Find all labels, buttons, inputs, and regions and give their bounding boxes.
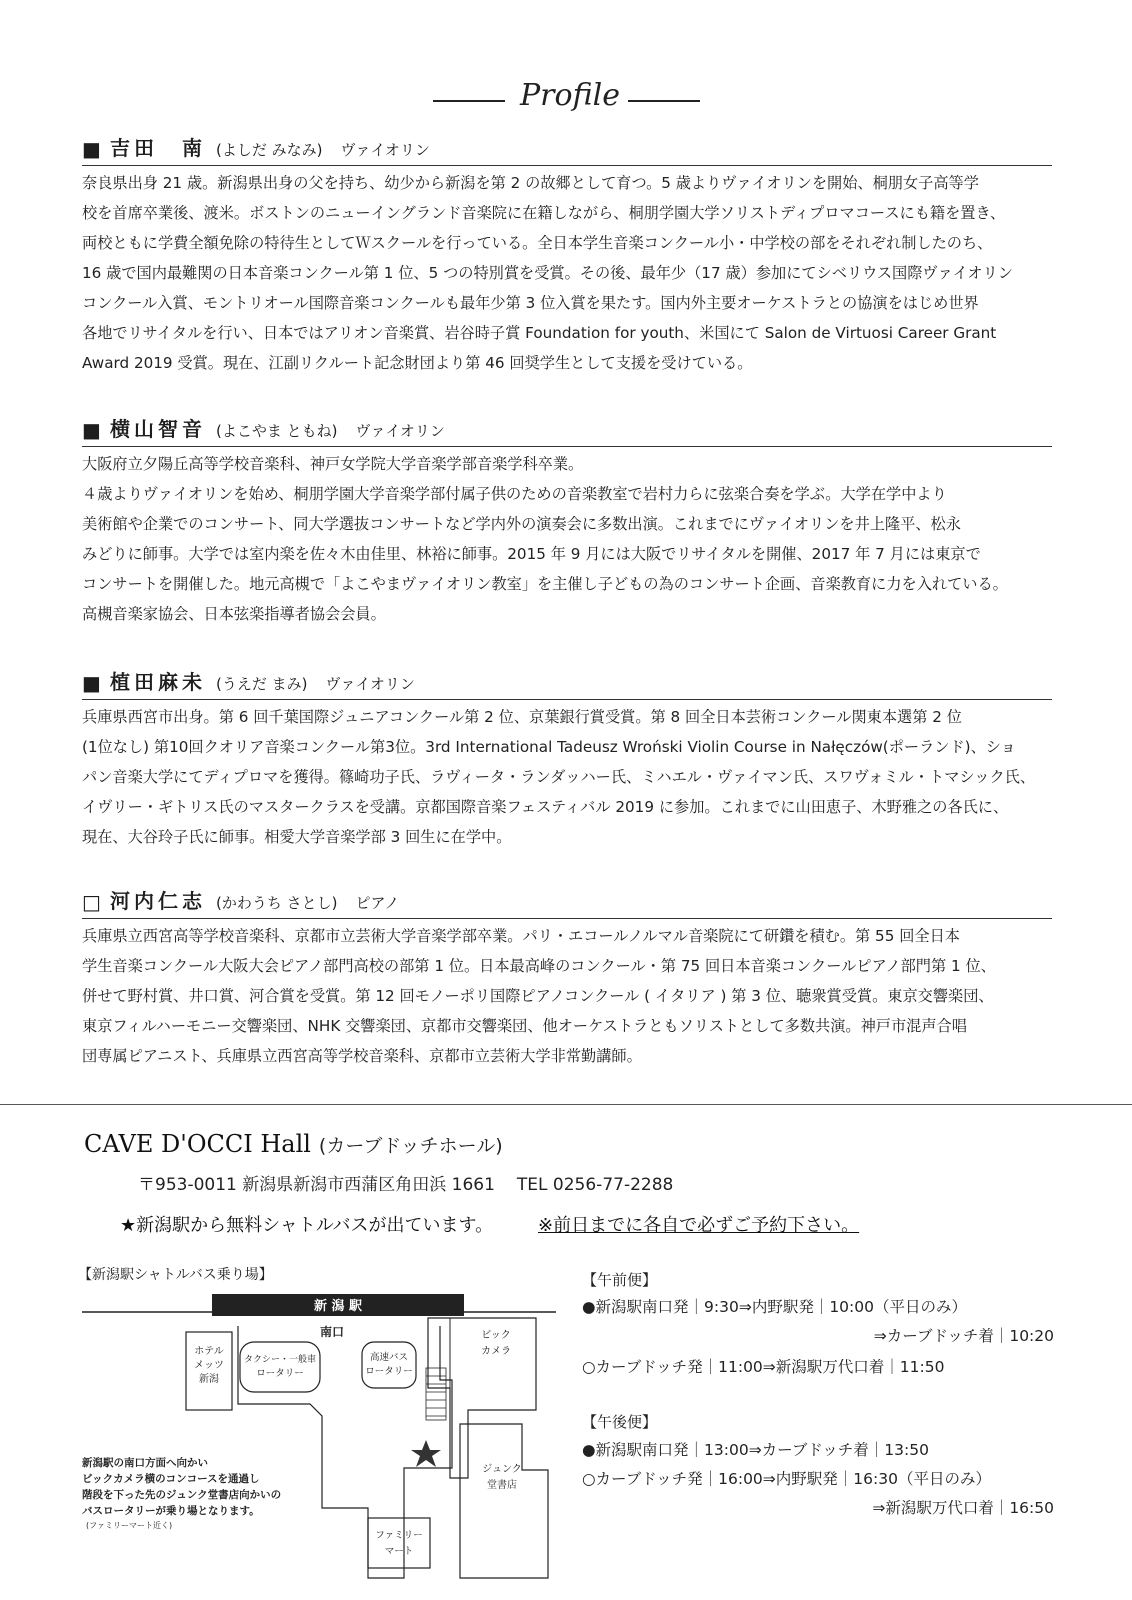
reservation-note: ※前日までに各自で必ずご予約下さい。 [538,1215,860,1236]
shuttle-info: ★新潟駅から無料シャトルバスが出ています。 [120,1215,494,1236]
station-map [78,1292,558,1582]
performer-name: 吉田 南 (よしだ みなみ) ヴァイオリン [110,136,430,160]
bus-label: 高速バス [369,1352,409,1363]
hotel-block [186,1332,232,1410]
venue-name: CAVE D'OCCI Hall [84,1130,311,1158]
name-reading: (うえだ まみ) [216,675,308,693]
afternoon-row: ●新潟駅南口発｜13:00⇒カーブドッチ着｜13:50 [582,1441,929,1459]
map-note: ビックカメラ横のコンコースを通過し [82,1473,260,1485]
profile-heading [82,885,1052,919]
profile-text: 兵庫県立西宮高等学校音楽科、京都市立芸術大学音楽学部卒業。パリ・エコールノルマル音楽院にて研鑽を積む。第 55 回全日本 学生音楽コンクール大阪大会ピアノ部門高校の部第 1 位。日本最高峰のコンクール・第 75 回日本音楽コンクールピアノ部門第 1 位、 併せて野村賞、井口賞、河合賞を受賞。第 12 回モノーポリ国際ピアノコンクール ( イタリア ) 第 3 位、聴衆賞受賞。東京交響楽団、 東京フィルハーモニー交響楽団、NHK 交響楽団、京都市交響楽団、他オーケストラともソリストとして多数共演。神戸市混声合唱 団専属ピアニスト、兵庫県立西宮高等学校音楽科、京都市立芸術大学非常勤講師。 [82,927,996,1065]
square-outline-icon: □ [82,890,101,914]
venue-name-kana: (カーブドッチホール) [318,1135,503,1157]
profile-heading [82,413,1052,447]
profile-heading [82,132,1052,166]
name-reading: (よしだ みなみ) [216,141,323,159]
map-note: 新潟駅の南口方面へ向かい [82,1457,208,1469]
name-reading: (かわうち さとし) [216,894,338,912]
bus-label: ロータリー [365,1366,413,1377]
map-note-small: (ファミリーマート近く) [86,1521,173,1530]
hotel-label: ホテル [194,1346,224,1357]
bic-label: ビック [481,1330,511,1341]
venue-address: 〒953-0011 新潟県新潟市西蒲区角田浜 1661 [138,1175,495,1195]
performer-name: 横山智音 (よこやま ともね) ヴァイオリン [110,417,445,441]
section-divider [0,1104,1132,1105]
profile-ueda [82,666,1052,852]
bus-stop-star-icon [411,1440,441,1467]
venue-address-line [138,1170,673,1195]
venue-title [84,1130,503,1158]
morning-row: ○カーブドッチ発｜11:00⇒新潟駅万代口着｜11:50 [582,1358,945,1376]
station-label: 新 潟 駅 [313,1299,363,1314]
map-note: 階段を下った先のジュンク堂書店向かいの [82,1489,282,1501]
morning-row: ⇒カーブドッチ着｜10:20 [873,1327,1054,1345]
profile-text: 奈良県出身 21 歳。新潟県出身の父を持ち、幼少から新潟を第 2 の故郷として育つ。5 歳よりヴァイオリンを開始、桐朋女子高等学 校を首席卒業後、渡米。ボストンのニューイングランド音楽院に在籍しながら、桐朋学園大学ソリストディプロマコースにも籍を置き、 両校ともに学費全額免除の特待生としてＷスクールを行っている。全日本学生音楽コンクール小・中学校の部をそれぞれ制したのち、 16 歳で国内最難関の日本音楽コンクール第 1 位、5 つの特別賞を受賞。その後、最年少（17 歳）参加にてシベリウス国際ヴァイオリン コンクール入賞、モントリオール国際音楽コンクールも最年少第 3 位入賞を果たす。国内外主要オーケストラとの協演をはじめ世界 各地でリサイタルを行い、日本ではアリオン音楽賞、岩谷時子賞 Foundation for youth、米国にて Salon de Virtuosi Career Grant Award 2019 受賞。現在、江副リクルート記念財団より第 46 回奨学生として支援を受けている。 [82,174,1013,372]
square-bullet-icon: ■ [82,418,101,442]
afternoon-label: 【午後便】 [582,1413,658,1431]
junku-block [460,1424,548,1578]
page-title: Profile [520,78,620,113]
afternoon-row: ○カーブドッチ発｜16:00⇒内野駅発｜16:30（平日のみ） [582,1470,991,1488]
header-rule-right [628,100,700,102]
family-label: ファミリー [375,1530,423,1541]
hotel-label: 新潟 [199,1374,219,1385]
south-exit-label: 南口 [319,1325,345,1339]
bic-label: カメラ [481,1346,511,1357]
name-reading: (よこやま ともね) [216,422,338,440]
profile-text: 兵庫県西宮市出身。第 6 回千葉国際ジュニアコンクール第 2 位、京葉銀行賞受賞。第 8 回全日本芸術コンクール関東本選第 2 位 (1位なし) 第10回クオリア音楽コンクール第3位。3rd International Tadeusz Wroński Violin Course in Nałęczów(ポーランド)、ショ パン音楽大学にてディプロマを獲得。篠崎功子氏、ラヴィータ・ランダッハー氏、ミハエル・ヴァイマン氏、スワヴォミル・トマシック氏、 イヴリー・ギトリス氏のマスタークラスを受講。京都国際音楽フェスティバル 2019 に参加。これまでに山田恵子、木野雅之の各氏に、 現在、大谷玲子氏に師事。相愛大学音楽学部 3 回生に在学中。 [82,708,1036,846]
taxi-rotary [240,1342,320,1392]
square-bullet-icon: ■ [82,137,101,161]
venue-phone: TEL 0256-77-2288 [516,1175,674,1195]
junku-label: 堂書店 [487,1480,517,1491]
profile-header [0,78,1132,122]
instrument: ピアノ [355,894,400,912]
header-rule-left [433,100,505,102]
family-mart-block [368,1518,430,1568]
morning-row: ●新潟駅南口発｜9:30⇒内野駅発｜10:00（平日のみ） [582,1298,967,1316]
instrument: ヴァイオリン [355,422,445,440]
performer-name: 植田麻未 (うえだ まみ) ヴァイオリン [110,670,415,694]
stairs-icon [426,1368,446,1420]
shuttle-notice [120,1211,860,1237]
instrument: ヴァイオリン [325,675,415,693]
instrument: ヴァイオリン [340,141,430,159]
profile-text: 大阪府立夕陽丘高等学校音楽科、神戸女学院大学音楽学部音楽学科卒業。 ４歳よりヴァイオリンを始め、桐朋学園大学音楽学部付属子供のための音楽教室で岩村力らに弦楽合奏を学ぶ。大学在学中より 美術館や企業でのコンサート、同大学選抜コンサートなど学内外の演奏会に多数出演。これまでにヴァイオリンを井上隆平、松永 みどりに師事。大学では室内楽を佐々木由佳里、林裕に師事。2015 年 9 月には大阪でリサイタルを開催、2017 年 7 月には東京で コンサートを開催した。地元高槻で「よこやまヴァイオリン教室」を主催し子どもの為のコンサート企画、音楽教育に力を入れている。 高槻音楽家協会、日本弦楽指導者協会会員。 [82,455,1008,623]
profile-kawauchi [82,885,1052,1071]
profile-yokoyama [82,413,1052,629]
square-bullet-icon: ■ [82,671,101,695]
morning-label: 【午前便】 [582,1271,658,1289]
hotel-label: メッツ [194,1360,224,1371]
taxi-label: ロータリー [256,1368,304,1379]
taxi-label: タクシー・一般車 [243,1355,317,1365]
map-caption: 【新潟駅シャトルバス乗り場】 [78,1267,273,1283]
family-label: マート [384,1546,414,1557]
bic-camera-block [428,1318,536,1478]
profile-heading [82,666,1052,700]
performer-name: 河内仁志 (かわうち さとし) ピアノ [110,889,400,913]
afternoon-row: ⇒新潟駅万代口着｜16:50 [872,1499,1054,1517]
profile-yoshida [82,132,1052,378]
junku-label: ジュンク [482,1464,522,1475]
map-note: バスロータリーが乗り場となります。 [82,1505,260,1517]
bus-rotary [362,1342,416,1388]
